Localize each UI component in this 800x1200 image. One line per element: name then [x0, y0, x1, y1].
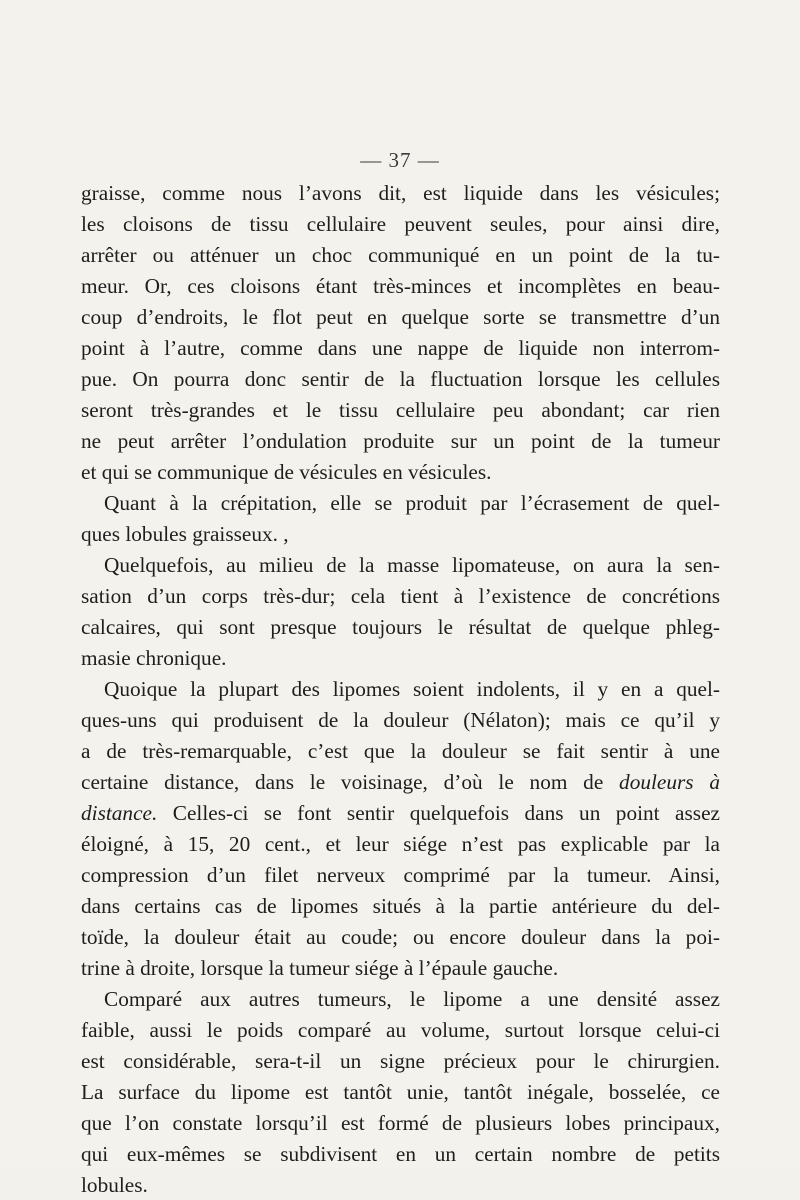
text-line	[104, 488, 720, 518]
line-text: pue. On pourra donc sentir de la fluctuation lorsque les cellules	[81, 367, 720, 391]
line-text: et qui se communique de vésicules en vésicules.	[81, 460, 492, 484]
line-text: lobules.	[81, 1173, 148, 1197]
text-line	[81, 860, 720, 890]
text-line	[81, 1077, 720, 1107]
line-text: ques lobules graisseux. ,	[81, 522, 289, 546]
text-line	[81, 333, 720, 363]
line-text: faible, aussi le poids comparé au volume, surtout lorsque celui-ci	[81, 1018, 720, 1042]
line-text: Comparé aux autres tumeurs, le lipome a une densité assez	[104, 987, 720, 1011]
text-line	[81, 1046, 720, 1076]
text-line	[81, 922, 720, 952]
text-line	[81, 209, 720, 239]
page-number: — 37 —	[360, 148, 440, 172]
line-text: éloigné, à 15, 20 cent., et leur siége n’est pas explicable par la	[81, 832, 720, 856]
line-text: arrêter ou atténuer un choc communiqué en un point de la tu-	[81, 243, 720, 267]
line-text: a de très-remarquable, c’est que la douleur se fait sentir à une	[81, 739, 720, 763]
line-text: trine à droite, lorsque la tumeur siége à l’épaule gauche.	[81, 956, 559, 980]
text-line	[81, 1108, 720, 1138]
line-text: qui eux-mêmes se subdivisent en un certain nombre de petits	[81, 1142, 720, 1166]
line-text: dans certains cas de lipomes situés à la partie antérieure du del-	[81, 894, 720, 918]
text-line	[104, 984, 720, 1014]
line-text: Celles-ci se font sentir quelquefois dans un point assez	[157, 801, 720, 825]
text-line	[81, 1170, 148, 1200]
italic-text: distance.	[81, 801, 158, 825]
line-text: que l’on constate lorsqu’il est formé de plusieurs lobes principaux,	[81, 1111, 720, 1135]
text-line	[81, 705, 720, 735]
line-text: Quoique la plupart des lipomes soient indolents, il y en a quel-	[104, 677, 720, 701]
line-text: calcaires, qui sont presque toujours le résultat de quelque phleg-	[81, 615, 720, 639]
text-line	[81, 1015, 720, 1045]
line-text: les cloisons de tissu cellulaire peuvent seules, pour ainsi dire,	[81, 212, 720, 236]
text-line	[104, 674, 720, 704]
text-line	[81, 891, 720, 921]
text-line	[81, 395, 720, 425]
line-text: sation d’un corps très-dur; cela tient à l’existence de concrétions	[81, 584, 720, 608]
text-line	[81, 643, 226, 673]
text-line	[81, 519, 289, 549]
line-text: compression d’un filet nerveux comprimé par la tumeur. Ainsi,	[81, 863, 720, 887]
text-line	[81, 1139, 720, 1169]
text-line	[81, 798, 720, 828]
text-line	[104, 550, 720, 580]
line-text: meur. Or, ces cloisons étant très-minces et incomplètes en beau-	[81, 274, 720, 298]
text-line	[81, 457, 491, 487]
text-line	[81, 736, 720, 766]
line-text: point à l’autre, comme dans une nappe de liquide non interrom-	[81, 336, 720, 360]
line-text: ne peut arrêter l’ondulation produite sur un point de la tumeur	[81, 429, 720, 453]
line-text: masie chronique.	[81, 646, 227, 670]
text-line	[81, 364, 720, 394]
line-text: seront très-grandes et le tissu cellulaire peu abondant; car rien	[81, 398, 720, 422]
text-line	[81, 953, 558, 983]
text-line	[81, 426, 720, 456]
line-text: certaine distance, dans le voisinage, d’où le nom de	[81, 770, 620, 794]
text-line	[81, 767, 720, 797]
text-line	[81, 829, 720, 859]
text-line	[81, 271, 720, 301]
line-text: graisse, comme nous l’avons dit, est liquide dans les vésicules;	[81, 181, 720, 205]
line-text: La surface du lipome est tantôt unie, tantôt inégale, bosselée, ce	[81, 1080, 720, 1104]
text-line	[81, 612, 720, 642]
line-text: ques-uns qui produisent de la douleur (Nélaton); mais ce qu’il y	[81, 708, 720, 732]
line-text: est considérable, sera-t-il un signe précieux pour le chirurgien.	[81, 1049, 720, 1073]
line-text: toïde, la douleur était au coude; ou encore douleur dans la poi-	[81, 925, 720, 949]
text-line	[81, 302, 720, 332]
line-text: Quant à la crépitation, elle se produit par l’écrasement de quel-	[104, 491, 720, 515]
line-text: Quelquefois, au milieu de la masse lipomateuse, on aura la sen-	[104, 553, 720, 577]
line-text: coup d’endroits, le flot peut en quelque sorte se transmettre d’un	[81, 305, 720, 329]
text-line	[81, 178, 720, 208]
text-line	[81, 240, 720, 270]
text-line	[81, 581, 720, 611]
italic-text: douleurs à	[619, 770, 720, 794]
